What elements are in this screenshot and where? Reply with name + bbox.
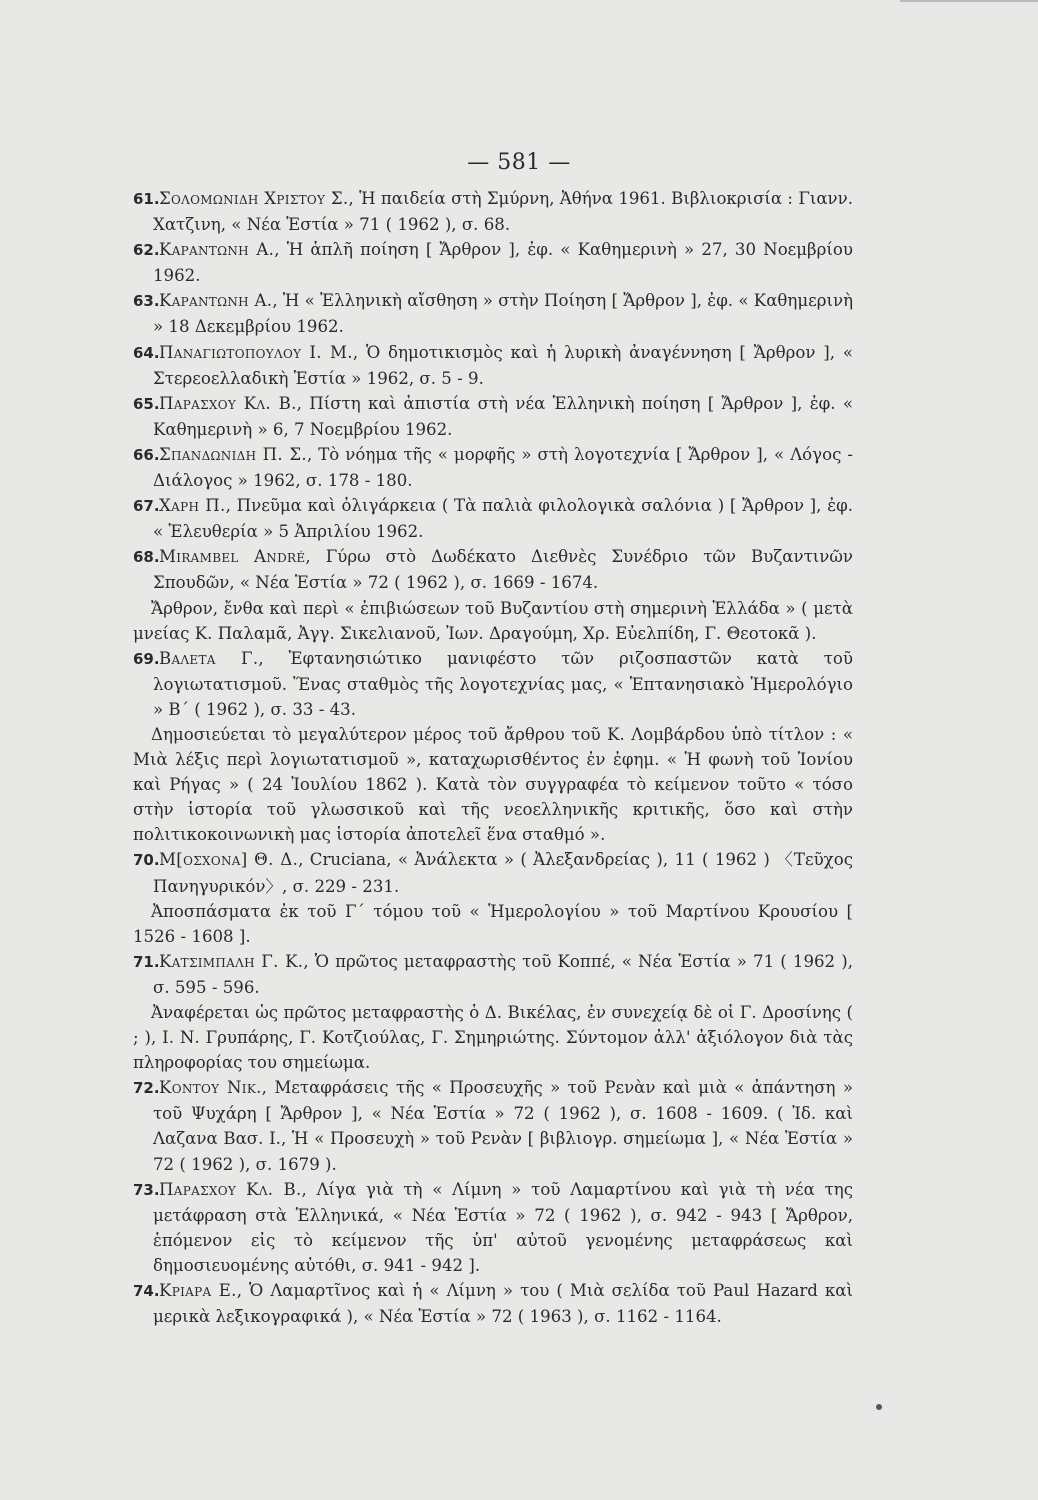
bibliography-entry bbox=[133, 949, 853, 1000]
bibliography-entry bbox=[133, 1177, 853, 1278]
entry-author: Παρασχου Κλ. Β. bbox=[159, 393, 297, 413]
entry-number: 72. bbox=[133, 1079, 160, 1098]
entry-author: Κριαρα Ε. bbox=[159, 1281, 237, 1301]
bibliography-entry bbox=[133, 340, 853, 391]
entry-number: 68. bbox=[133, 548, 160, 567]
page-number: — 581 — bbox=[467, 150, 571, 175]
entry-author: Καραντωνη Α. bbox=[159, 291, 273, 311]
entry-text: , Γύρω στὸ Δωδέκατο Διεθνὲς Συνέδριο τῶν Βυζαντινῶν Σπουδῶν, « Νέα Ἑστία » 72 ( 1962 ), σ. 1669 - 1674. bbox=[153, 547, 853, 593]
entry-text: , Ὁ δημοτικισμὸς καὶ ἡ λυρικὴ ἀναγέννηση [ Ἄρθρον ], « Στερεοελλαδικὴ Ἑστία » 1962, σ. 5 - 9. bbox=[153, 342, 853, 388]
bibliography-entry bbox=[133, 544, 853, 595]
entry-author: Κατσιμπαλη Γ. Κ. bbox=[159, 951, 304, 971]
entry-author: Βαλετα Γ. bbox=[159, 648, 259, 668]
bibliography-entry bbox=[133, 237, 853, 288]
entry-number: 61. bbox=[133, 190, 160, 208]
bibliography-entry bbox=[133, 646, 853, 722]
entry-number: 65. bbox=[133, 394, 160, 413]
entry-number: 64. bbox=[133, 343, 160, 362]
bibliography-entry bbox=[133, 847, 853, 898]
entry-author: Καραντωνη Α. bbox=[159, 240, 275, 260]
entry-number: 62. bbox=[133, 241, 160, 260]
entry-text: , Πνεῦμα καὶ ὀλιγάρκεια ( Τὰ παλιὰ φιλολογικὰ σαλόνια ) [ Ἄρθρον ], ἐφ. « Ἐλευθερία » 5 Ἀπριλίου 1962. bbox=[153, 496, 853, 542]
entry-author: Παναγιωτοπουλου Ι. Μ. bbox=[159, 342, 353, 362]
entry-number: 73. bbox=[133, 1180, 160, 1199]
bibliography-entry bbox=[133, 442, 853, 493]
entry-note: Ἄρθρον, ἔνθα καὶ περὶ « ἐπιβιώσεων τοῦ Βυζαντίου στὴ σημερινὴ Ἑλλάδα » ( μετὰ μνείας Κ. Παλαμᾶ, Ἀγγ. Σικελιανοῦ, Ἰων. Δραγούμη, Χρ. Εὐελπίδη, Γ. Θεοτοκᾶ ). bbox=[133, 598, 853, 643]
entry-number: 63. bbox=[133, 292, 160, 311]
entry-text: , Ἡ « Ἑλληνικὴ αἴσθηση » στὴν Ποίηση [ Ἄρθρον ], ἐφ. « Καθημερινὴ » 18 Δεκεμβρίου 1962. bbox=[153, 291, 854, 337]
entry-number: 69. bbox=[133, 649, 160, 668]
entry-text: , Ἡ παιδεία στὴ Σμύρνη, Ἀθήνα 1961. Βιβλιοκρισία : Γιανν. Χατζινη, « Νέα Ἑστία » 71 ( 1962 ), σ. 68. bbox=[153, 189, 853, 235]
entry-author: Παρασχου Κλ. Β. bbox=[159, 1179, 302, 1199]
entry-number: 67. bbox=[133, 497, 160, 516]
entry-author: Χαρη Π. bbox=[159, 496, 226, 516]
entry-author: Μ[οσχονα] Θ. Δ. bbox=[159, 850, 299, 870]
entry-text: , Λίγα γιὰ τὴ « Λίμνη » τοῦ Λαμαρτίνου καὶ γιὰ τὴ νέα της μετάφραση στὰ Ἑλληνικά, « Νέα Ἑστία » 72 ( 1962 ), σ. 942 - 943 [ Ἄρθρον, ἑπόμενον εἰς τὸ κείμενον τῆς ὑπ' αὐτοῦ γενομένης μεταφράσεως καὶ δημοσιευομένης αὐτόθι, σ. 941 - 942 ]. bbox=[153, 1179, 853, 1275]
entry-number: 74. bbox=[133, 1282, 160, 1301]
bibliography-entry bbox=[133, 288, 853, 339]
entry-text: , Πίστη καὶ ἀπιστία στὴ νέα Ἑλληνικὴ ποίηση [ Ἄρθρον ], ἐφ. « Καθημερινὴ » 6, 7 Νοεμβρίου 1962. bbox=[153, 393, 853, 439]
bibliography-entry bbox=[133, 1075, 853, 1176]
entry-note: Δημοσιεύεται τὸ μεγαλύτερον μέρος τοῦ ἄρθρου τοῦ Κ. Λομβάρδου ὑπὸ τίτλον : « Μιὰ λέξις περὶ λογιωτατισμοῦ », καταχωρισθέντος ἐν ἐφημ. « Ἡ φωνὴ τοῦ Ἰονίου καὶ Ρήγας » ( 24 Ἰουλίου 1862 ). Κατὰ τὸν συγγραφέα τὸ κείμενον τοῦτο « τόσο στὴν ἱστορία τοῦ γλωσσικοῦ καὶ τῆς νεοελληνικῆς κριτικῆς, ὅσο καὶ στὴν πολιτικοκοινωνικὴ μας ἱστορία ἀποτελεῖ ἕνα σταθμό ». bbox=[133, 724, 853, 845]
entry-note: Ἀναφέρεται ὡς πρῶτος μεταφραστὴς ὁ Δ. Βικέλας, ἐν συνεχείᾳ δὲ οἱ Γ. Δροσίνης ( ; ), Ι. Ν. Γρυπάρης, Γ. Κοτζιούλας, Γ. Σημηριώτης. Σύντομον ἀλλ' ἀξιόλογον διὰ τὰς πληροφορίας του σημείωμα. bbox=[133, 1003, 853, 1073]
entry-text: , Ἡ ἁπλῆ ποίηση [ Ἄρθρον ], ἐφ. « Καθημερινὴ » 27, 30 Νοεμβρίου 1962. bbox=[153, 240, 853, 286]
entry-text: , Μεταφράσεις τῆς « Προσευχῆς » τοῦ Ρενὰν καὶ μιὰ « ἀπάντηση » τοῦ Ψυχάρη [ Ἄρθρον ], « Νέα Ἑστία » 72 ( 1962 ), σ. 1608 - 1609. ( Ἰδ. καὶ Λαζανα Βασ. Ι., Ἡ « Προσευχὴ » τοῦ Ρενὰν [ βιβλιογρ. σημείωμα ], « Νέα Ἑστία » 72 ( 1962 ), σ. 1679 ). bbox=[153, 1078, 853, 1174]
entry-number: 66. bbox=[133, 445, 160, 464]
entry-text: , Ἑφτανησιώτικο μανιφέστο τῶν ριζοσπαστῶν κατὰ τοῦ λογιωτατισμοῦ. Ἕνας σταθμὸς τῆς λογοτεχνίας μας, « Ἑπτανησιακὸ Ἡμερολόγιο » Β΄ ( 1962 ), σ. 33 - 43. bbox=[153, 648, 853, 719]
entry-author: Σπανδωνιδη Π. Σ. bbox=[159, 444, 307, 464]
entry-text: , Ὁ πρῶτος μεταφραστὴς τοῦ Κοππέ, « Νέα Ἑστία » 71 ( 1962 ), σ. 595 - 596. bbox=[153, 951, 853, 997]
scan-speck bbox=[876, 1404, 882, 1410]
scan-edge-line bbox=[900, 0, 1038, 2]
entry-number: 70. bbox=[133, 851, 160, 870]
bibliography-entry bbox=[133, 391, 853, 442]
bibliography-list bbox=[133, 186, 853, 1329]
bibliography-entry bbox=[133, 493, 853, 544]
bibliography-entry bbox=[133, 1278, 853, 1329]
entry-number: 71. bbox=[133, 952, 160, 971]
entry-text: , Ὁ Λαμαρτῖνος καὶ ἡ « Λίμνη » του ( Μιὰ σελίδα τοῦ Paul Hazard καὶ μερικὰ λεξικογραφικά ), « Νέα Ἑστία » 72 ( 1963 ), σ. 1162 - 1164. bbox=[153, 1281, 853, 1327]
entry-author: Σολομωνιδη Χριστου Σ. bbox=[159, 189, 349, 208]
bibliography-entry bbox=[133, 186, 853, 237]
entry-text: , Cruciana, « Ἀνάλεκτα » ( Ἀλεξανδρείας ), 11 ( 1962 ) 〈Τεῦχος Πανηγυρικόν〉, σ. 229 - 231. bbox=[153, 850, 854, 896]
entry-author: Κοντου Νικ. bbox=[159, 1078, 262, 1098]
entry-text: , Τὸ νόημα τῆς « μορφῆς » στὴ λογοτεχνία [ Ἄρθρον ], « Λόγος - Διάλογος » 1962, σ. 178 - 180. bbox=[153, 444, 854, 491]
entry-author: Mirambel André bbox=[159, 547, 306, 567]
entry-note: Ἀποσπάσματα ἐκ τοῦ Γ΄ τόμου τοῦ « Ἡμερολογίου » τοῦ Μαρτίνου Κρουσίου [ 1526 - 1608 ]. bbox=[133, 901, 853, 946]
